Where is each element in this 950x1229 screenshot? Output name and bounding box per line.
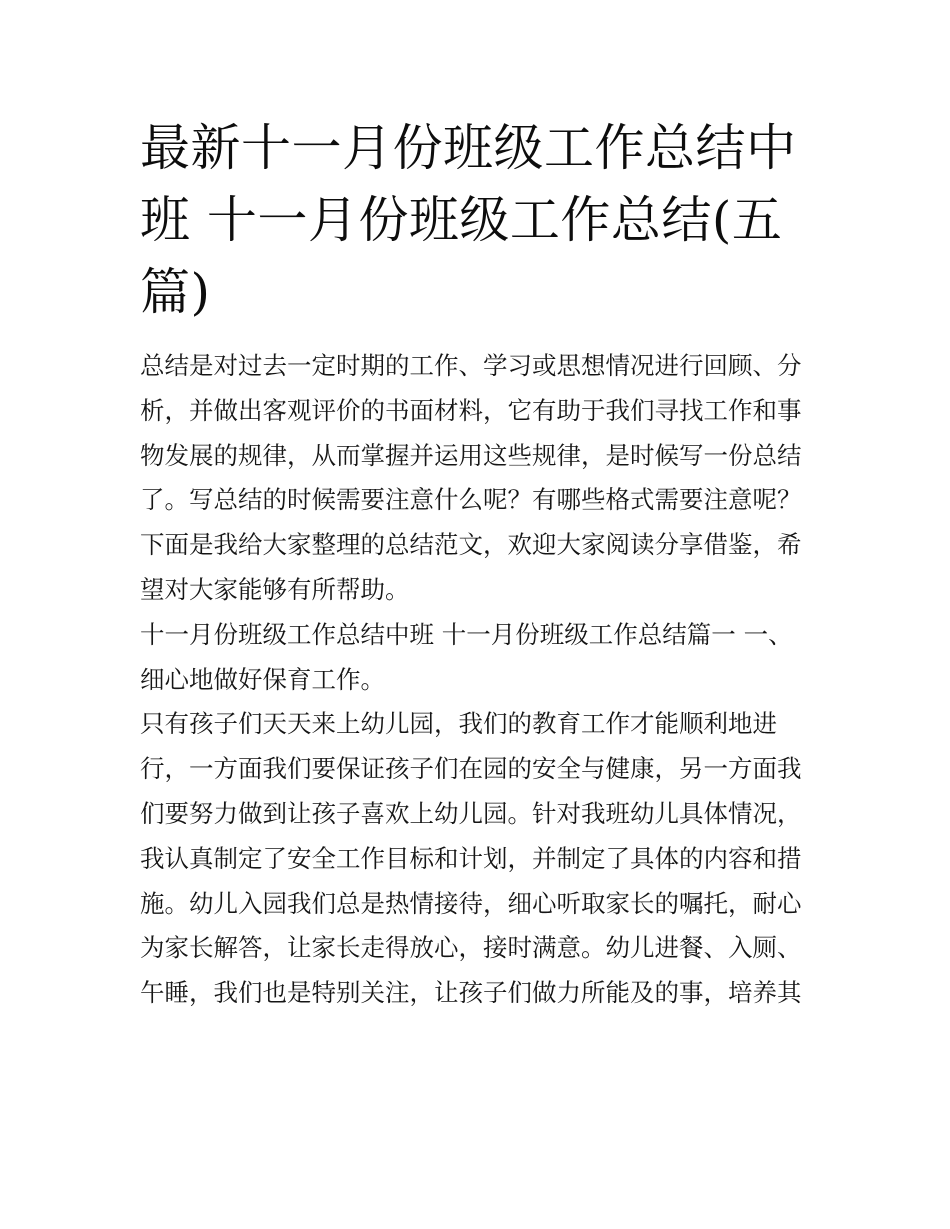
text-line: 物发展的规律，从而掌握并运用这些规律，是时候写一份总结 [140,440,802,470]
text-line: 为家长解答，让家长走得放心，接时满意。幼儿进餐、入厕、 [140,933,802,963]
text-line: 们要努力做到让孩子喜欢上幼儿园。针对我班幼儿具体情况， [140,798,802,828]
text-line: 总结是对过去一定时期的工作、学习或思想情况进行回顾、分 [140,351,802,380]
text-line: 了。写总结的时候需要注意什么呢？有哪些格式需要注意呢？ [140,485,802,515]
text-line: 析，并做出客观评价的书面材料，它有助于我们寻找工作和事 [140,395,802,425]
text-line: 望对大家能够有所帮助。 [140,574,410,604]
text-line: 行，一方面我们要保证孩子们在园的安全与健康，另一方面我 [140,754,802,784]
intro-paragraph [140,344,815,613]
text-line: 下面是我给大家整理的总结范文，欢迎大家阅读分享借鉴，希 [140,530,802,560]
text-line: 我认真制定了安全工作目标和计划，并制定了具体的内容和措 [140,843,802,873]
text-line: 只有孩子们天天来上幼儿园，我们的教育工作才能顺利地进 [140,709,777,739]
body-paragraph [140,702,815,1016]
section-heading-paragraph [140,613,815,703]
document-body [140,344,815,1016]
text-line: 施。幼儿入园我们总是热情接待，细心听取家长的嘱托，耐心 [140,888,802,918]
text-line: 细心地做好保育工作。 [140,664,385,694]
document-title [140,112,815,328]
text-line: 午睡，我们也是特别关注，让孩子们做力所能及的事，培养其 [140,978,802,1008]
title-line: 最新十一月份班级工作总结中 [140,119,797,177]
title-line: 篇) [140,263,211,321]
document-page [140,112,815,1016]
title-line: 班 十一月份班级工作总结(五 [140,191,783,249]
text-line: 十一月份班级工作总结中班 十一月份班级工作总结篇一 一、 [140,619,793,649]
